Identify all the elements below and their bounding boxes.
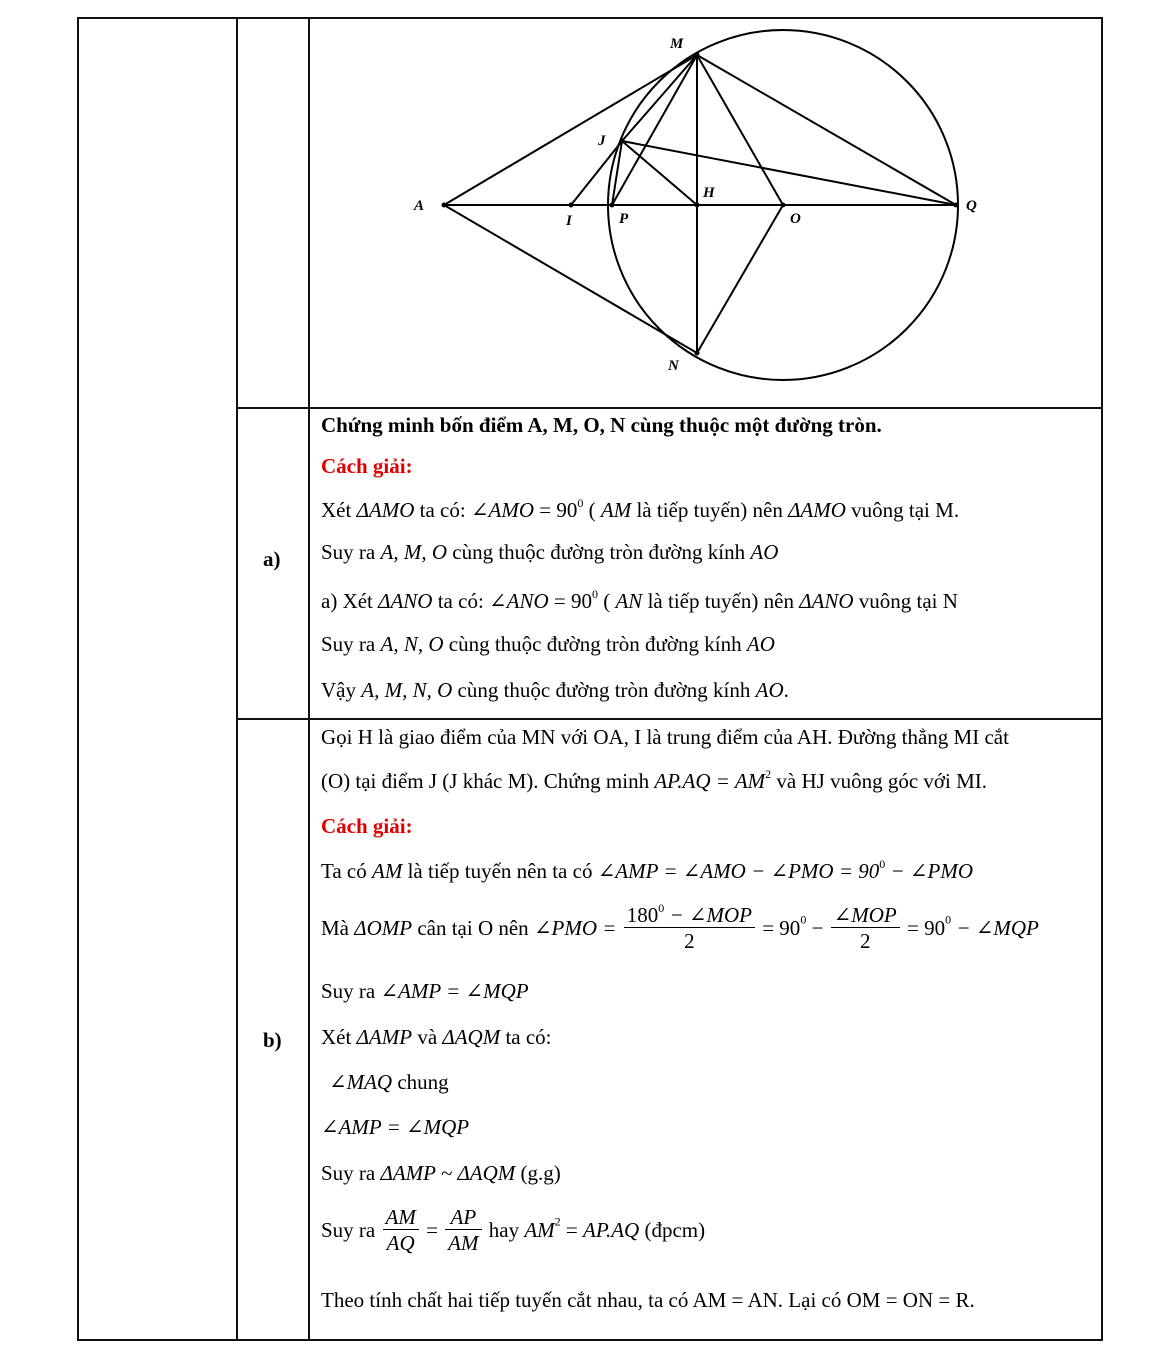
part-b-title-2: (O) tại điểm J (J khác M). Chứng minh $AP.AQ = AM^2$ và HJ vuông góc với MI.	[321, 767, 987, 793]
part-a-method: Cách giải:	[321, 454, 413, 478]
point-label-o: O	[790, 211, 801, 227]
point-label-i: I	[566, 213, 572, 229]
point-label-m: M	[670, 36, 684, 52]
point-label-q: Q	[966, 198, 977, 214]
point-label-h: H	[703, 185, 715, 201]
part-b-line-1: Ta có AM là tiếp tuyến nên ta có ∠AMP = ∠AMO − ∠PMO = $90^0$ − ∠PMO	[321, 857, 974, 883]
part-b-line-2: Mà ΔOMP cân tại O nên ∠PMO = $\frac{180^0 - \angle MOP}{2}$ = $90^0$ − $\frac{\text{∠MOP}}{2}$ = $90^0$ − ∠MQP	[321, 901, 1039, 954]
segment-mo	[697, 55, 783, 205]
part-a-label: a)	[263, 547, 281, 571]
tangent-am	[444, 55, 697, 205]
part-b-label: b)	[263, 1028, 282, 1052]
segment-on	[697, 205, 783, 353]
segment-jh	[622, 141, 697, 205]
part-b-line-6: ∠AMP = ∠MQP	[321, 1115, 470, 1139]
fraction-180-mop: $\frac{180^0 - \angle MOP}{2}$	[624, 903, 755, 954]
segment-jq	[622, 141, 956, 205]
part-b-title-1: Gọi H là giao điểm của MN với OA, I là trung điểm của AH. Đường thẳng MI cắt	[321, 725, 1009, 749]
point-label-p: P	[619, 211, 629, 227]
fraction-mop: $\frac{\text{∠MOP}}{2}$	[831, 903, 900, 954]
segment-jm	[622, 55, 697, 141]
segment-mq	[697, 55, 956, 205]
part-a-line-3: a) Xét ΔANO ta có: ∠ANO = $90^0$ ( AN là tiếp tuyến) nên ΔANO vuông tại N	[321, 587, 958, 613]
part-a-line-1: Xét ΔAMO ta có: ∠AMO = $90^0$ ( AM là tiếp tuyến) nên ΔAMO vuông tại M.	[321, 496, 960, 522]
part-a-line-5: Vậy A, M, N, O cùng thuộc đường tròn đường kính AO.	[321, 678, 789, 702]
fraction-am-aq: $\frac{AM}{AQ}$	[383, 1205, 419, 1256]
part-b-line-8: Suy ra $\frac{AM}{AQ}$ = $\frac{AP}{AM}$ hay $AM^2 = AP.AQ$ (đpcm)	[321, 1205, 706, 1256]
part-a-title: Chứng minh bốn điểm A, M, O, N cùng thuộc một đường tròn.	[321, 413, 882, 437]
part-b-line-3: Suy ra ∠AMP = ∠MQP	[321, 979, 529, 1003]
part-b-line-4: Xét ΔAMP và ΔAQM ta có:	[321, 1025, 552, 1049]
part-a-line-4: Suy ra A, N, O cùng thuộc đường tròn đường kính AO	[321, 632, 775, 656]
row-divider-figure	[236, 407, 1103, 409]
row-divider-a	[236, 718, 1103, 720]
fraction-ap-am: $\frac{AP}{AM}$	[445, 1205, 481, 1256]
point-label-n: N	[668, 358, 679, 374]
point-label-a: A	[414, 198, 425, 214]
part-b-line-9: Theo tính chất hai tiếp tuyến cắt nhau, ta có AM = AN. Lại có OM = ON = R.	[321, 1288, 975, 1312]
part-b-line-7: Suy ra ΔAMP ~ ΔAQM (g.g)	[321, 1161, 561, 1185]
part-a-line-2: Suy ra A, M, O cùng thuộc đường tròn đường kính AO	[321, 540, 779, 564]
point-label-j: J	[598, 133, 606, 149]
part-b-line-5: ∠MAQ chung	[329, 1070, 449, 1094]
part-b-method: Cách giải:	[321, 814, 413, 838]
geometry-figure	[310, 19, 1101, 407]
column-divider-1	[236, 17, 238, 1341]
